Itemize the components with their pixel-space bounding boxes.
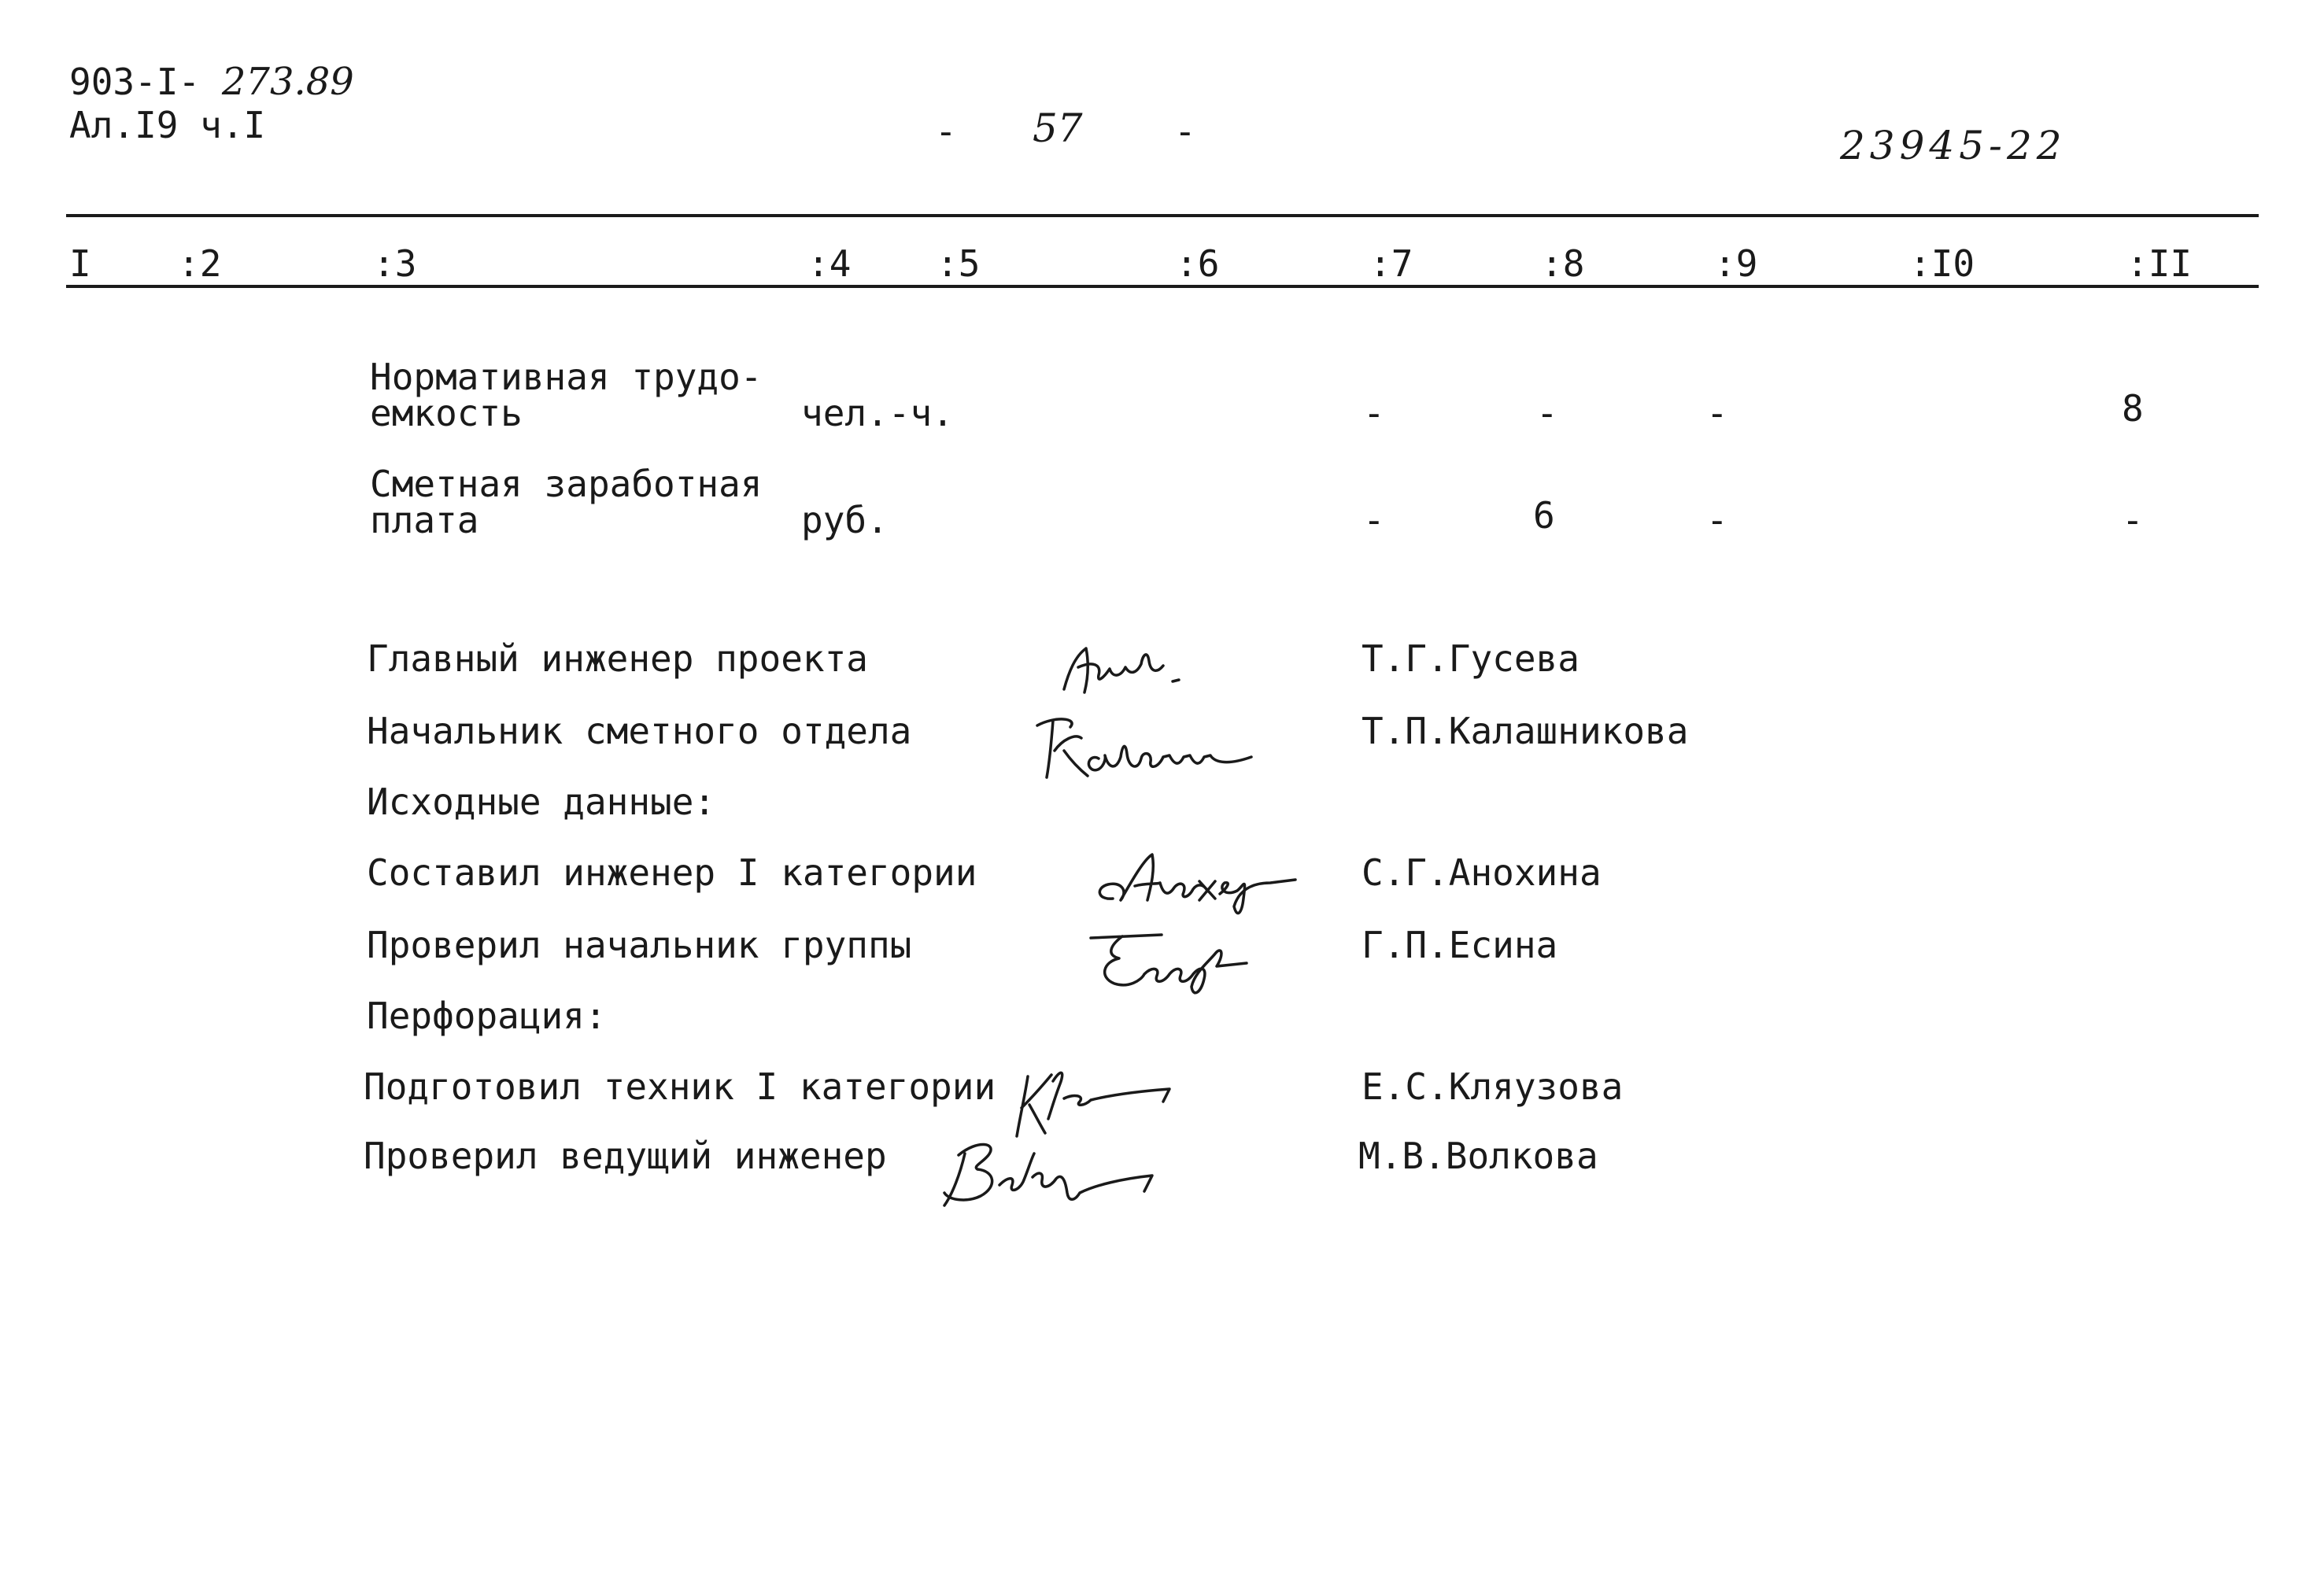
column-header-4: :4 <box>807 242 852 285</box>
row-unit: руб. <box>801 499 889 541</box>
column-header-5: :5 <box>937 242 981 285</box>
signature-mark <box>933 1105 1169 1242</box>
signature-name: Г.П.Есина <box>1362 924 1558 966</box>
signature-name: Е.С.Кляузова <box>1362 1065 1624 1108</box>
document-code-prefix: 903-I- <box>69 61 222 103</box>
row-cell-col8: 6 <box>1533 494 1555 537</box>
signature-name: Т.Г.Гусева <box>1362 637 1580 680</box>
section-heading: Перфорация: <box>367 995 607 1037</box>
column-header-9: :9 <box>1714 242 1758 285</box>
signature-name: С.Г.Анохина <box>1362 851 1602 894</box>
row-cell-col7: - <box>1363 499 1385 541</box>
page-dash-right: - <box>1174 110 1196 153</box>
page-dash-left: - <box>935 110 957 153</box>
row-cell-col9: - <box>1706 392 1728 434</box>
row-name-line2: емкость <box>370 392 523 434</box>
signature-name: М.В.Волкова <box>1358 1135 1598 1177</box>
column-header-8: :8 <box>1541 242 1585 285</box>
row-name-line1: Нормативная трудо- <box>370 356 763 398</box>
signature-role: Начальник сметного отдела <box>367 710 912 752</box>
column-header-11: :II <box>2126 242 2193 285</box>
signature-role: Проверил ведущий инженер <box>364 1135 887 1177</box>
page-number: 57 <box>1033 105 1083 151</box>
album-label: Ал.I9 ч.I <box>69 104 266 146</box>
signature-role: Проверил начальник группы <box>367 924 912 966</box>
column-header-2: :2 <box>178 242 222 285</box>
signature-role: Подготовил техник I категории <box>364 1065 996 1108</box>
signature-mark <box>1075 897 1280 1026</box>
inventory-number: 23945-22 <box>1840 123 2067 168</box>
document-code <box>69 60 354 104</box>
document-code-handwritten: 273.89 <box>221 60 354 104</box>
column-header-3: :3 <box>373 242 417 285</box>
column-header-10: :I0 <box>1909 242 1975 285</box>
header-rule-bottom <box>66 285 2259 288</box>
row-cell-col9: - <box>1706 499 1728 541</box>
signature-mark <box>1023 685 1275 814</box>
signature-name: Т.П.Калашникова <box>1362 710 1689 752</box>
row-cell-col8: - <box>1536 392 1558 434</box>
row-unit: чел.-ч. <box>801 392 954 434</box>
column-header-7: :7 <box>1369 242 1413 285</box>
row-cell-col7: - <box>1363 392 1385 434</box>
signature-role: Главный инженер проекта <box>367 637 868 680</box>
header-rule-top <box>66 214 2259 217</box>
section-heading: Исходные данные: <box>367 781 716 823</box>
column-header-1: I <box>69 242 91 285</box>
row-cell-col11: 8 <box>2122 387 2144 430</box>
row-cell-col11: - <box>2122 499 2144 541</box>
signature-role: Составил инженер I категории <box>367 851 977 894</box>
row-name-line2: плата <box>370 499 479 541</box>
row-name-line1: Сметная заработная <box>370 463 763 505</box>
column-header-6: :6 <box>1176 242 1220 285</box>
